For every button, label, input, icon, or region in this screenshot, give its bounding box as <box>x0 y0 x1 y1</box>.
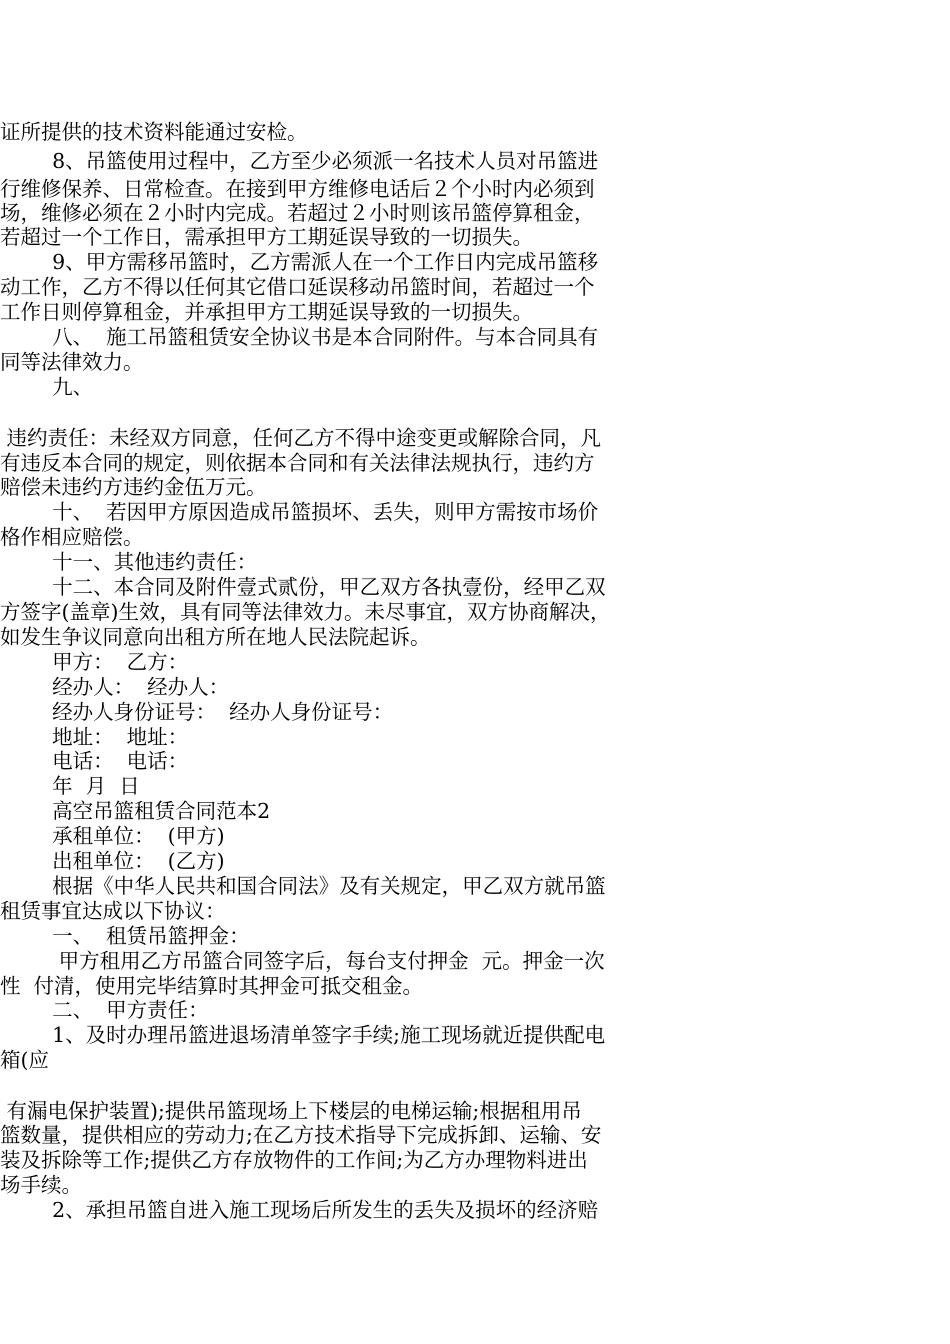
text-line: 十、 若因甲方原因造成吊篮损坏、丢失，则甲方需按市场价 <box>0 500 599 524</box>
text-line: 经办人： 经办人： <box>0 675 230 699</box>
text-line: 高空吊篮租赁合同范本2 <box>0 799 271 823</box>
text-line: 场手续。 <box>0 1173 82 1197</box>
text-line: 8、吊篮使用过程中，乙方至少必须派一名技术人员对吊篮进 <box>0 149 599 173</box>
text-line: 性 付清，使用完毕结算时其押金可抵交租金。 <box>0 974 424 998</box>
text-line: 承租单位： (甲方) <box>0 824 225 848</box>
text-line: 一、 租赁吊篮押金： <box>0 924 250 948</box>
text-line: 同等法律效力。 <box>0 350 144 374</box>
text-line: 电话： 电话： <box>0 749 189 773</box>
text-line: 十一、其他违约责任： <box>0 550 258 574</box>
text-line: 根据《中华人民共和国合同法》及有关规定，甲乙双方就吊篮 <box>0 874 606 898</box>
text-line: 装及拆除等工作;提供乙方存放物件的工作间;为乙方办理物料进出 <box>0 1148 588 1172</box>
text-line: 违约责任：未经双方同意，任何乙方不得中途变更或解除合同，凡 <box>0 426 602 450</box>
text-line: 年 月 日 <box>0 774 140 798</box>
text-line: 场，维修必须在２小时内完成。若超过２小时则该吊篮停算租金， <box>0 201 595 225</box>
text-line: 9、甲方需移吊篮时，乙方需派人在一个工作日内完成吊篮移 <box>0 250 599 274</box>
text-line: 赔偿未违约方违约金伍万元。 <box>0 475 267 499</box>
text-line: 十二、本合同及附件壹式贰份，甲乙双方各执壹份，经甲乙双 <box>0 575 606 599</box>
text-line: 格作相应赔偿。 <box>0 525 144 549</box>
text-line: 八、 施工吊篮租赁安全协议书是本合同附件。与本合同具有 <box>0 325 599 349</box>
text-line: 有漏电保护装置);提供吊篮现场上下楼层的电梯运输;根据租用吊 <box>0 1099 582 1123</box>
text-line: 二、 甲方责任： <box>0 998 209 1022</box>
text-line: 九、 <box>0 375 94 399</box>
text-line: 如发生争议同意向出租方所在地人民法院起诉。 <box>0 625 431 649</box>
text-line: 工作日则停算租金，并承担甲方工期延误导致的一切损失。 <box>0 300 533 324</box>
text-line: 甲方租用乙方吊篮合同签字后，每台支付押金 元。押金一次 <box>0 949 605 973</box>
text-line: 经办人身份证号： 经办人身份证号： <box>0 700 394 724</box>
text-line: 箱(应 <box>0 1048 49 1072</box>
text-line: 出租单位： (乙方) <box>0 849 225 873</box>
text-line: 篮数量，提供相应的劳动力;在乙方技术指导下完成拆卸、运输、安 <box>0 1123 602 1147</box>
text-line: 若超过一个工作日，需承担甲方工期延误导致的一切损失。 <box>0 225 533 249</box>
text-line: 甲方： 乙方： <box>0 650 189 674</box>
text-line: 动工作，乙方不得以任何其它借口延误移动吊篮时间，若超过一个 <box>0 275 595 299</box>
text-line: 证所提供的技术资料能通过安检。 <box>0 120 308 144</box>
text-line: 地址： 地址： <box>0 725 189 749</box>
text-line: 1、及时办理吊篮进退场清单签字手续;施工现场就近提供配电 <box>0 1023 606 1047</box>
text-line: 租赁事宜达成以下协议： <box>0 899 226 923</box>
text-line: 方签字(盖章)生效，具有同等法律效力。未尽事宜，双方协商解决， <box>0 600 611 624</box>
text-line: 2、承担吊篮自进入施工现场后所发生的丢失及损坏的经济赔 <box>0 1198 599 1222</box>
text-line: 有违反本合同的规定，则依据本合同和有关法律法规执行，违约方 <box>0 451 595 475</box>
text-line: 行维修保养、日常检查。在接到甲方维修电话后２个小时内必须到 <box>0 177 595 201</box>
